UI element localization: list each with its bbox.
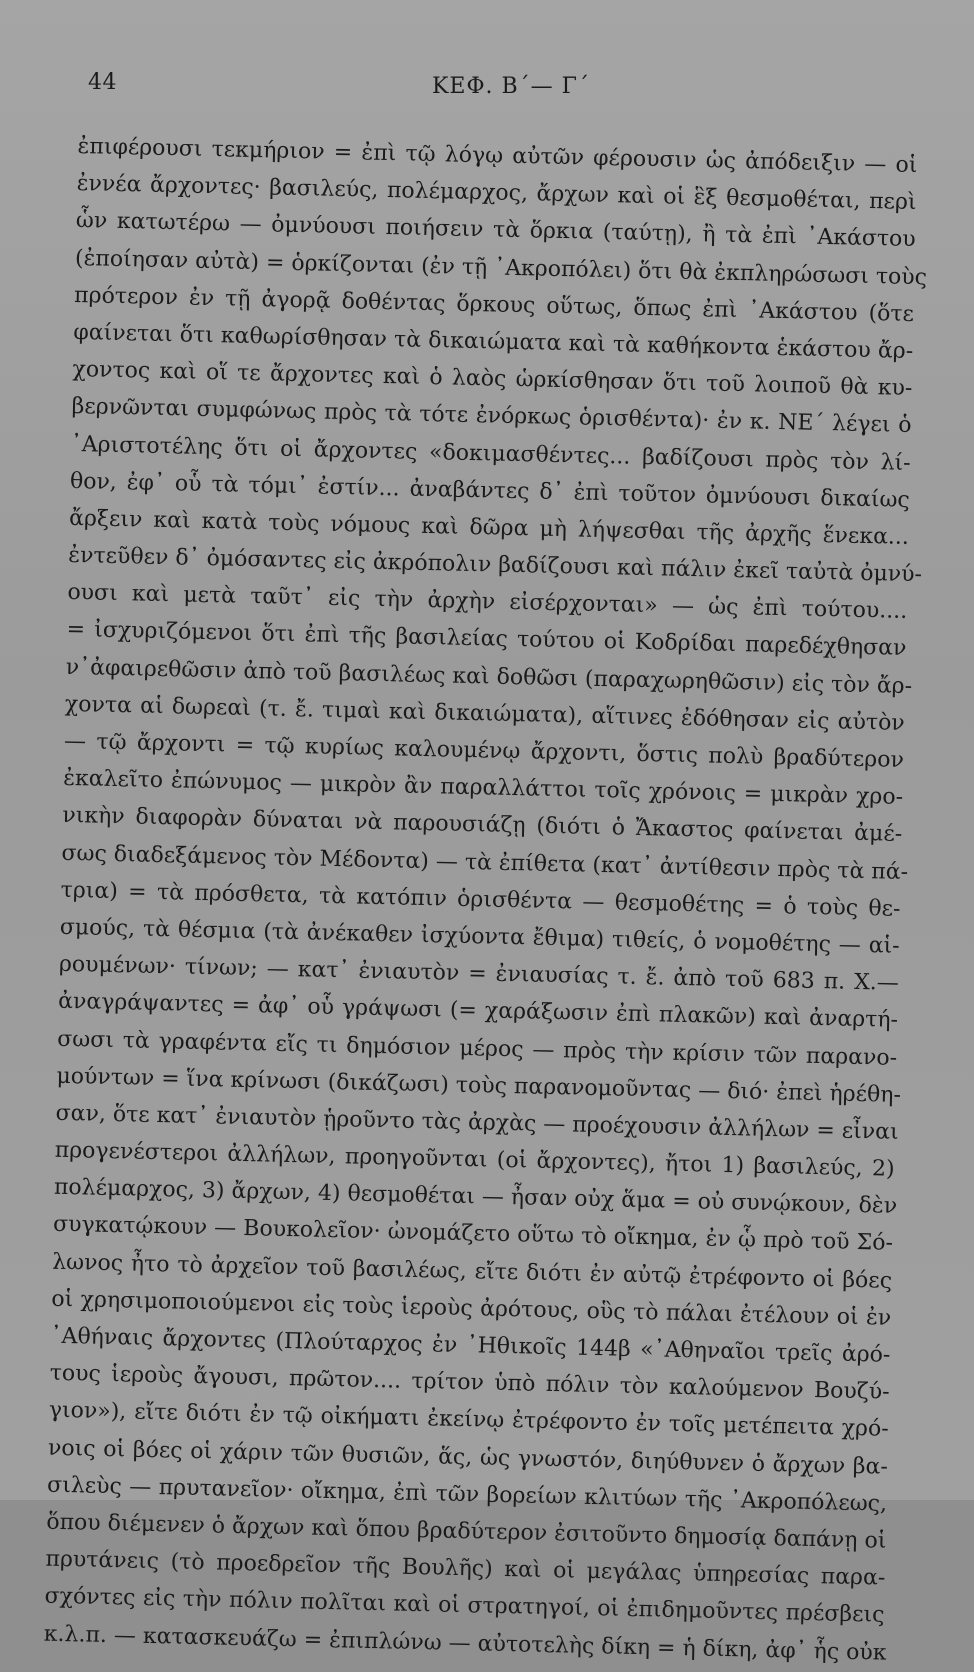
commentary-text	[43, 128, 928, 1671]
page-number: 44	[88, 70, 117, 95]
text-line: πρότερον ἐν τῇ ἀγορᾷ δοθέντας ὅρκους οὕτως, ὅπως ἐπὶ ᾿Ακάστου (ὅτε	[73, 282, 915, 327]
text-line: ἐννέα ἄρχοντες· βασιλεύς, πολέμαρχος, ἄρχων καὶ οἱ ἓξ θεσμοθέται, περὶ	[76, 171, 917, 216]
text-line: σαν, ὅτε κατ᾿ ἐνιαυτὸν ᾑροῦντο τὰς ἀρχὰς — προέχουσιν ἀλλήλων = εἶναι	[55, 1100, 899, 1145]
chapter-heading: ΚΕΦ. Β΄— Γ΄	[432, 74, 590, 99]
text-line: ἐντεῦθεν δ᾿ ὀμόσαντες εἰς ἀκρόπολιν βαδίζουσι καὶ πάλιν ἐκεῖ ταὐτὰ ὀμνύ-	[68, 542, 923, 588]
text-line: νικὴν διαφορὰν δύναται νὰ παρουσιάζῃ (διότι ὁ Ἄκαστος φαίνεται ἀμέ-	[62, 803, 903, 848]
text-line: θον, ἐφ᾿ οὗ τὰ τόμι᾿ ἐστίν... ἀναβάντες δ᾿ ἐπὶ τοῦτον ὀμνύουσι δικαίως	[69, 468, 911, 513]
text-line: πρυτάνεις (τὸ προεδρεῖον τῆς Βουλῆς) καὶ οἱ μεγάλας ὑπηρεσίας παρα-	[45, 1546, 886, 1591]
text-line: ὧν κατωτέρω — ὀμνύουσι ποιήσειν τὰ ὅρκια (ταύτῃ), ἢ τὰ ἐπὶ ᾿Ακάστου	[75, 208, 916, 253]
text-line: ουσι καὶ μετὰ ταῦτ᾿ εἰς τὴν ἀρχὴν εἰσέρχονται» — ὡς ἐπὶ τούτου....	[67, 580, 908, 625]
text-line: οἱ χρησιμοποιούμενοι εἰς τοὺς ἱεροὺς ἀρότους, οὓς τὸ πάλαι ἐτέλουν οἱ ἐν	[51, 1286, 892, 1331]
text-line: γιον»), εἴτε διότι ἐν τῷ οἰκήματι ἐκείνῳ ἐτρέφοντο ἐν τοῖς μετέπειτα χρό-	[48, 1398, 889, 1443]
text-line: τους ἱεροὺς ἄγουσι, πρῶτον.... τρίτον ὑπὸ πόλιν τὸν καλούμενον Βουζύ-	[49, 1360, 890, 1405]
text-line: προγενέστεροι ἀλλήλων, προηγοῦνται (οἱ ἄρχοντες), ἤτοι 1) βασιλεύς, 2)	[54, 1137, 895, 1182]
text-line: = ἰσχυριζόμενοι ὅτι ἐπὶ τῆς βασιλείας τούτου οἱ Κοδρίδαι παρεδέχθησαν	[66, 617, 907, 662]
text-line: ᾿Αριστοτέλης ὅτι οἱ ἄρχοντες «δοκιμασθέντες... βαδίζουσι πρὸς τὸν λί-	[70, 431, 911, 476]
text-line: φαίνεται ὅτι καθωρίσθησαν τὰ δικαιώματα καὶ τὰ καθήκοντα ἑκάστου ἄρ-	[73, 319, 914, 364]
text-line: σχόντες εἰς τὴν πόλιν πολῖται καὶ οἱ στρατηγοί, οἱ ἐπιδημοῦντες πρέσβεις	[44, 1583, 885, 1628]
text-line: ᾿Αθήναις ἄρχοντες (Πλούταρχος ἐν ᾿Ηθικοῖς 144β «᾿Αθηναῖοι τρεῖς ἀρό-	[50, 1323, 891, 1368]
text-line: ὅπου διέμενεν ὁ ἄρχων καὶ ὅπου βραδύτερον ἐσιτοῦντο δημοσίᾳ δαπάνῃ οἱ	[46, 1509, 887, 1554]
text-line: — τῷ ἄρχοντι = τῷ κυρίως καλουμένῳ ἄρχοντι, ὅστις πολὺ βραδύτερον	[63, 728, 905, 773]
text-line: σως διαδεξάμενος τὸν Μέδοντα) — τὰ ἐπίθετα (κατ᾿ ἀντίθεσιν πρὸς τὰ πά-	[61, 840, 909, 885]
text-line: ἐπιφέρουσι τεκμήριον = ἐπὶ τῷ λόγῳ αὐτῶν φέρουσιν ὡς ἀπόδειξιν — οἱ	[77, 133, 918, 179]
text-line: βερνῶνται συμφώνως πρὸς τὰ τότε ἐνόρκως ὁρισθέντα)· ἐν κ. ΝΕ΄ λέγει ὁ	[71, 394, 912, 439]
text-line: λωνος ἦτο τὸ ἀρχεῖον τοῦ βασιλέως, εἴτε διότι ἐν αὐτῷ ἐτρέφοντο οἱ βόες	[51, 1249, 893, 1294]
text-line: σιλεὺς — πρυτανεῖον· οἴκημα, ἐπὶ τῶν βορείων κλιτύων τῆς ᾿Ακροπόλεως,	[46, 1472, 888, 1517]
text-line: (ἐποίησαν αὐτὰ) = ὁρκίζονται (ἐν τῇ ᾿Ακροπόλει) ὅτι θὰ ἐκπληρώσωσι τοὺς	[74, 245, 928, 290]
text-line: μούντων = ἵνα κρίνωσι (δικάζωσι) τοὺς παρανομοῦντας — διό· ἐπεὶ ἡρέθη-	[56, 1063, 902, 1108]
text-line: νοις οἱ βόες οἱ χάριν τῶν θυσιῶν, ἅς, ὡς γνωστόν, διηύθυνεν ὁ ἄρχων βα-	[47, 1435, 889, 1480]
text-line: ν᾿ἀφαιρεθῶσιν ἀπὸ τοῦ βασιλέως καὶ δοθῶσι (παραχωρηθῶσιν) εἰς τὸν ἄρ-	[65, 654, 913, 699]
text-line: ἀναγράψαντες = ἀφ᾿ οὗ γράψωσι (= χαράξωσιν ἐπὶ πλακῶν) καὶ ἀναρτή-	[57, 989, 899, 1034]
text-line: συγκατῴκουν — Βουκολεῖον· ὠνομάζετο οὕτω τὸ οἴκημα, ἐν ᾧ πρὸ τοῦ Σό-	[52, 1212, 894, 1257]
text-line: τρια) = τὰ πρόσθετα, τὰ κατόπιν ὁρισθέντα — θεσμοθέτης = ὁ τοὺς θε-	[60, 877, 901, 922]
text-line: πολέμαρχος, 3) ἄρχων, 4) θεσμοθέται — ἦσαν οὐχ ἅμα = οὐ συνῴκουν, δὲν	[53, 1174, 898, 1220]
text-line: σωσι τὰ γραφέντα εἴς τι δημόσιον μέρος — πρὸς τὴν κρίσιν τῶν παρανο-	[57, 1026, 898, 1071]
text-line: χοντος καὶ οἵ τε ἄρχοντες καὶ ὁ λαὸς ὡρκίσθησαν ὅτι τοῦ λοιποῦ θὰ κυ-	[72, 357, 913, 402]
text-line: ρουμένων· τίνων; — κατ᾿ ἐνιαυτὸν = ἐνιαυσίας τ. ἔ. ἀπὸ τοῦ 683 π. Χ.—	[58, 951, 900, 996]
text-line: ἄρξειν καὶ κατὰ τοὺς νόμους καὶ δῶρα μὴ λήψεσθαι τῆς ἀρχῆς ἕνεκα...	[68, 505, 910, 550]
text-line: χοντα αἱ δωρεαὶ (τ. ἔ. τιμαὶ καὶ δικαιώματα), αἵτινες ἐδόθησαν εἰς αὐτὸν	[64, 691, 905, 736]
text-line: ἐκαλεῖτο ἐπώνυμος — μικρὸν ἂν παραλλάττοι τοῖς χρόνοις = μικρὰν χρο-	[62, 766, 904, 811]
text-line: κ.λ.π. — κατασκευάζω = ἐπιπλώνω — αὐτοτελὴς δίκη = ἡ δίκη, ἀφ᾿ ἧς οὐκ	[43, 1621, 887, 1666]
text-line: σμούς, τὰ θέσμια (τὰ ἀνέκαθεν ἰσχύοντα ἔθιμα) τιθείς, ὁ νομοθέτης — αἱ-	[59, 914, 900, 959]
